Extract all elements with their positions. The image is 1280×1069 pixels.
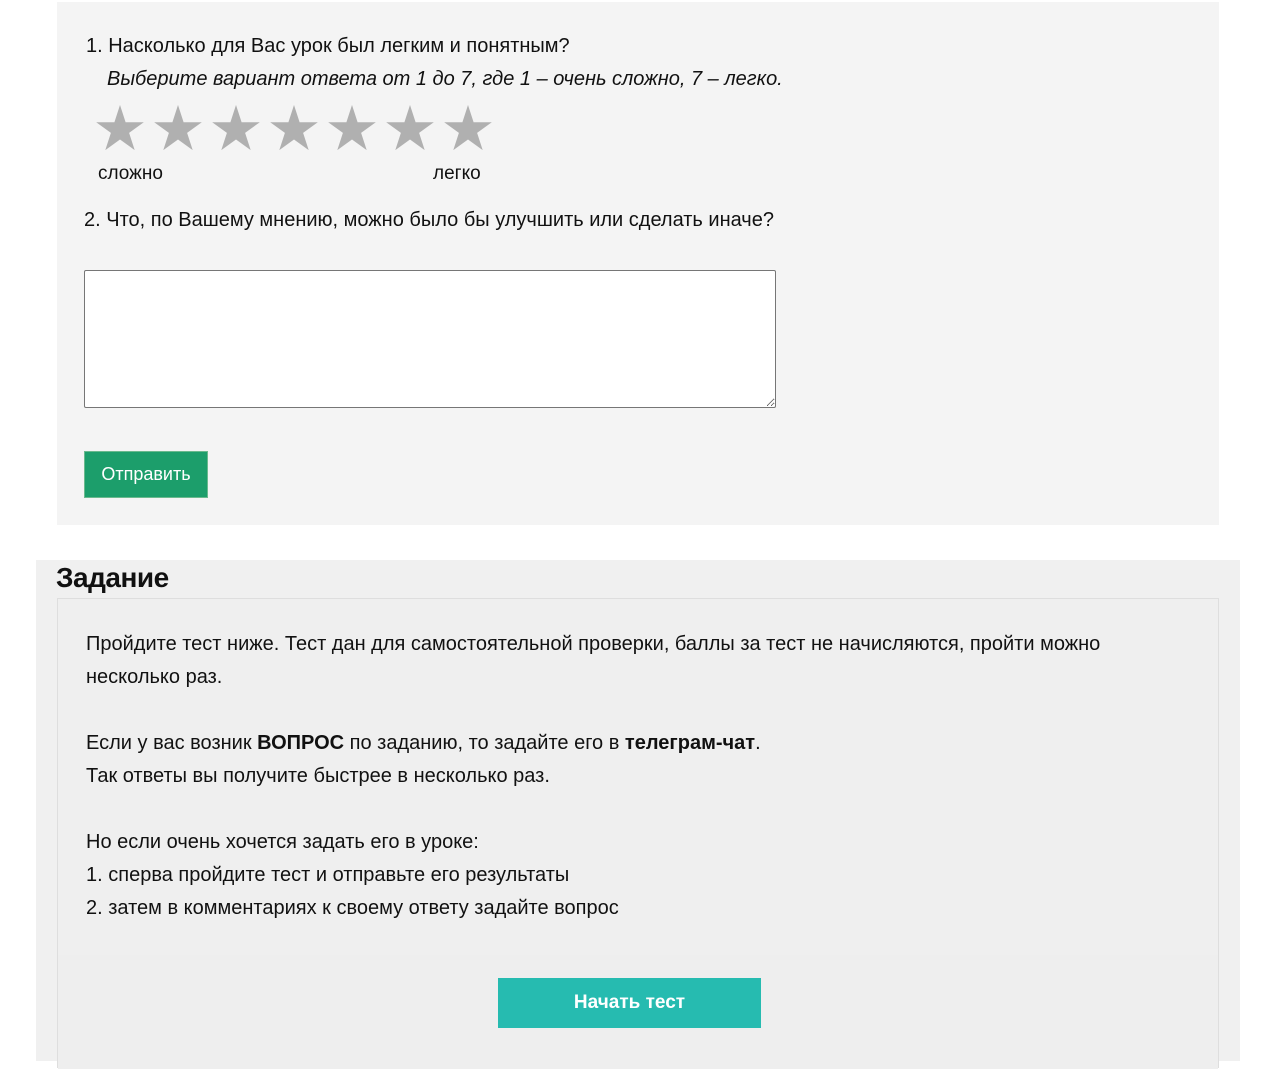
star-icon[interactable] xyxy=(153,103,211,159)
telegram-chat-link[interactable]: телеграм-чат xyxy=(624,732,756,754)
question-2: 2. Что, по Вашему мнению, можно было бы улучшить или сделать иначе? xyxy=(84,209,774,231)
task-step-2: 2. затем в комментариях к своему ответу задайте вопрос xyxy=(86,897,619,919)
question-suffix: . xyxy=(755,732,761,754)
task-paragraph-intro: Пройдите тест ниже. Тест дан для самостоятельной проверки, баллы за тест не начисляются, пройти можно несколько раз. xyxy=(86,633,1101,688)
comment-textarea[interactable] xyxy=(84,270,776,408)
star-icon[interactable] xyxy=(327,103,385,159)
star-icon[interactable] xyxy=(443,103,501,159)
feedback-panel xyxy=(57,2,1219,525)
start-test-button[interactable]: Начать тест xyxy=(498,978,761,1028)
question-middle: по заданию, то задайте его в xyxy=(344,732,625,754)
task-step-1: 1. сперва пройдите тест и отправьте его результаты xyxy=(86,864,570,886)
task-title: Задание xyxy=(56,562,169,593)
rating-stars xyxy=(95,103,501,159)
submit-button[interactable]: Отправить xyxy=(84,451,208,498)
star-icon[interactable] xyxy=(95,103,153,159)
scale-high-label: легко xyxy=(433,163,481,184)
task-paragraph-question xyxy=(86,727,1146,760)
star-icon[interactable] xyxy=(211,103,269,159)
question-prefix: Если у вас возник xyxy=(86,732,258,754)
question-1: 1. Насколько для Вас урок был легким и понятным? xyxy=(86,35,570,57)
question-1-hint: Выберите вариант ответа от 1 до 7, где 1 – очень сложно, 7 – легко. xyxy=(107,68,783,90)
task-section xyxy=(36,560,1240,1061)
task-description xyxy=(86,628,1146,925)
task-paragraph-lesson-intro: Но если очень хочется задать его в уроке: xyxy=(86,831,479,853)
star-icon[interactable] xyxy=(385,103,443,159)
task-paragraph-faster: Так ответы вы получите быстрее в несколько раз. xyxy=(86,765,550,787)
question-keyword: ВОПРОС xyxy=(257,732,345,754)
scale-low-label: сложно xyxy=(98,163,163,184)
star-icon[interactable] xyxy=(269,103,327,159)
